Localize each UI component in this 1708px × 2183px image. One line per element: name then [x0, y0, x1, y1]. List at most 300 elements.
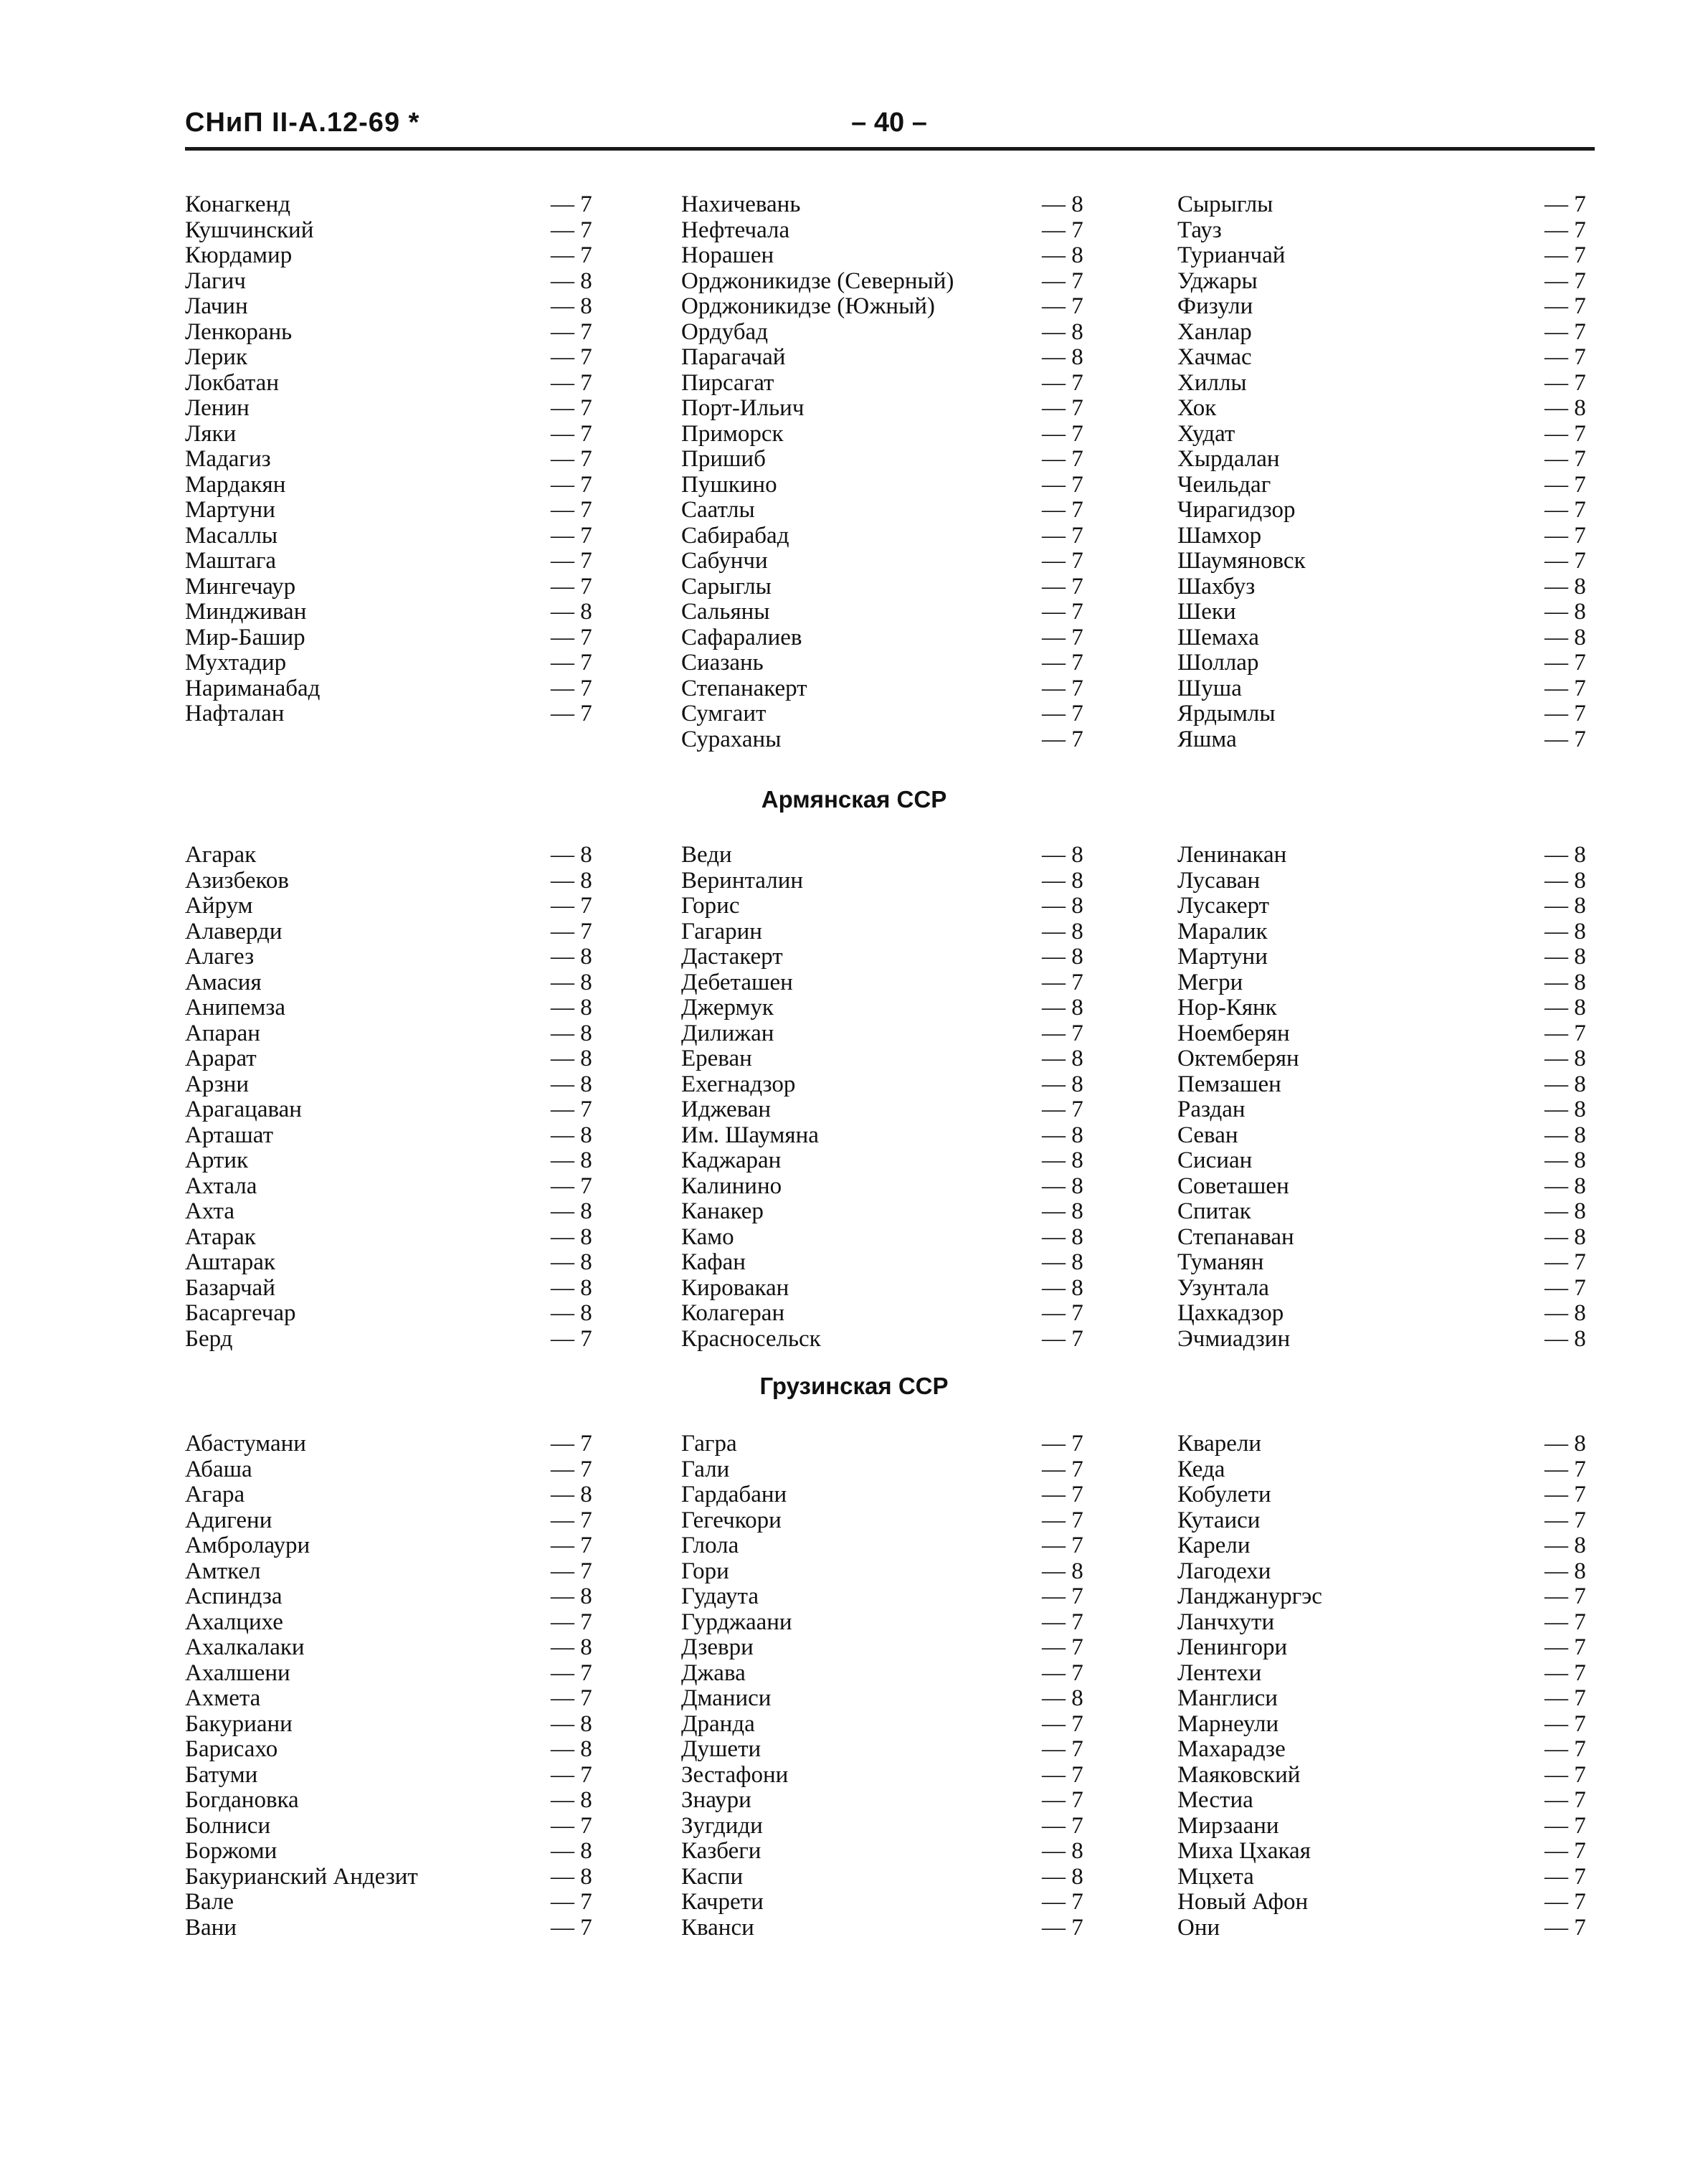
- section-heading: Грузинская ССР: [759, 1373, 949, 1399]
- place-name: Амткел: [185, 1558, 261, 1584]
- place-value: — 7: [551, 1609, 592, 1635]
- place-name: Им. Шаумяна: [681, 1122, 819, 1148]
- list-item: [681, 371, 1085, 397]
- place-name: Мегри: [1177, 969, 1243, 995]
- place-value: — 7: [551, 446, 592, 472]
- place-value: — 7: [551, 1659, 592, 1686]
- place-name: Тауз: [1177, 217, 1222, 243]
- place-name: Спитак: [1177, 1198, 1251, 1224]
- place-name: Ленкорань: [185, 318, 293, 345]
- list-item: [185, 524, 594, 549]
- place-value: — 7: [551, 1431, 592, 1457]
- list-column: [681, 1431, 1085, 1941]
- place-value: — 7: [551, 1889, 592, 1915]
- place-value: — 8: [1545, 1071, 1586, 1097]
- list-item: [681, 843, 1085, 868]
- place-name: Кобулети: [1177, 1482, 1271, 1507]
- place-name: Агарак: [185, 842, 257, 868]
- place-name: Мардакян: [185, 471, 286, 498]
- place-name: Гали: [681, 1456, 730, 1482]
- place-value: — 7: [1545, 1863, 1586, 1890]
- place-value: — 7: [1042, 1097, 1083, 1122]
- place-value: — 8: [1545, 918, 1586, 944]
- list-item: [185, 650, 594, 676]
- list-item: [185, 970, 594, 996]
- place-name: Красносельск: [681, 1325, 821, 1352]
- place-name: Севан: [1177, 1122, 1238, 1148]
- list-item: [185, 320, 594, 346]
- place-value: — 8: [1042, 318, 1083, 345]
- list-item: [681, 600, 1085, 625]
- place-name: Маяковский: [1177, 1761, 1301, 1788]
- list-item: [185, 894, 594, 919]
- list-item: [185, 1788, 594, 1814]
- list-item: [681, 1686, 1085, 1712]
- place-value: — 7: [1545, 1761, 1586, 1788]
- place-name: Арагацаван: [185, 1097, 302, 1122]
- place-value: — 7: [1042, 217, 1083, 243]
- place-value: — 7: [551, 369, 592, 396]
- place-value: — 7: [1545, 1787, 1586, 1813]
- list-item: [681, 422, 1085, 448]
- list-item: [1177, 701, 1588, 727]
- place-name: Арташат: [185, 1122, 273, 1148]
- place-name: Гудаута: [681, 1583, 759, 1609]
- place-name: Зугдиди: [681, 1812, 763, 1839]
- place-name: Пирсагат: [681, 369, 774, 396]
- place-name: Пемзашен: [1177, 1071, 1281, 1097]
- list-item: [185, 843, 594, 868]
- place-name: Кафан: [681, 1249, 746, 1275]
- place-name: Масаллы: [185, 522, 278, 549]
- list-item: [1177, 549, 1588, 574]
- place-value: — 7: [1042, 471, 1083, 498]
- place-value: — 7: [1545, 242, 1586, 268]
- list-item: [1177, 1788, 1588, 1814]
- place-name: Дебеташен: [681, 969, 793, 995]
- place-name: Порт-Ильич: [681, 395, 805, 421]
- place-value: — 7: [1545, 1456, 1586, 1482]
- list-item: [681, 447, 1085, 473]
- place-name: Узунтала: [1177, 1274, 1269, 1301]
- place-value: — 8: [1545, 867, 1586, 894]
- place-value: — 8: [1545, 893, 1586, 919]
- place-value: — 8: [1042, 191, 1083, 217]
- list-item: [1177, 320, 1588, 346]
- place-value: — 7: [1042, 1634, 1083, 1660]
- place-name: Душети: [681, 1736, 762, 1762]
- place-value: — 7: [1545, 318, 1586, 345]
- place-name: Карели: [1177, 1533, 1251, 1558]
- place-value: — 7: [1545, 522, 1586, 549]
- place-name: Адигени: [185, 1507, 272, 1533]
- list-item: [185, 422, 594, 448]
- place-value: — 7: [1042, 1889, 1083, 1915]
- place-value: — 7: [1042, 1761, 1083, 1788]
- place-value: — 7: [1042, 726, 1083, 752]
- place-value: — 8: [1042, 1685, 1083, 1711]
- place-value: — 7: [1545, 217, 1586, 243]
- place-name: Лентехи: [1177, 1659, 1262, 1686]
- place-value: — 8: [1545, 1046, 1586, 1071]
- list-item: [681, 1788, 1085, 1814]
- place-value: — 7: [551, 1533, 592, 1558]
- list-item: [1177, 218, 1588, 244]
- place-name: Агара: [185, 1482, 245, 1507]
- place-name: Степанаван: [1177, 1223, 1294, 1250]
- place-value: — 8: [1042, 1838, 1083, 1864]
- list-item: [681, 1533, 1085, 1559]
- place-name: Амасия: [185, 969, 262, 995]
- list-item: [1177, 650, 1588, 676]
- list-item: [1177, 1301, 1588, 1327]
- list-item: [185, 1148, 594, 1174]
- place-name: Маштага: [185, 548, 277, 574]
- list-item: [185, 269, 594, 295]
- place-name: Каджаран: [681, 1147, 782, 1173]
- list-item: [681, 1123, 1085, 1149]
- place-name: Миндживан: [185, 599, 307, 625]
- list-item: [681, 1661, 1085, 1687]
- place-value: — 8: [551, 267, 592, 294]
- place-name: Советашен: [1177, 1173, 1289, 1199]
- list-item: [681, 1097, 1085, 1123]
- place-value: — 7: [551, 918, 592, 944]
- place-name: Лагодехи: [1177, 1558, 1271, 1584]
- place-value: — 8: [1042, 1223, 1083, 1250]
- list-item: [1177, 1097, 1588, 1123]
- place-value: — 7: [1042, 1812, 1083, 1839]
- list-item: [185, 1533, 594, 1559]
- place-name: Марнеули: [1177, 1710, 1279, 1737]
- place-value: — 7: [551, 522, 592, 549]
- page-number: – 40 –: [851, 108, 927, 138]
- place-name: Арарат: [185, 1046, 257, 1071]
- place-value: — 8: [1545, 1558, 1586, 1584]
- place-value: — 8: [1042, 893, 1083, 919]
- place-value: — 8: [1042, 842, 1083, 868]
- list-item: [681, 894, 1085, 919]
- place-name: Лагич: [185, 267, 246, 294]
- place-value: — 8: [551, 1482, 592, 1507]
- place-name: Сисиан: [1177, 1147, 1253, 1173]
- list-column: [185, 1431, 594, 1941]
- place-value: — 7: [1545, 1812, 1586, 1839]
- place-value: — 8: [1545, 995, 1586, 1021]
- list-item: [185, 396, 594, 422]
- list-item: [1177, 1276, 1588, 1302]
- list-item: [681, 1508, 1085, 1534]
- list-column: [185, 843, 594, 1352]
- list-item: [185, 676, 594, 702]
- place-value: — 8: [1545, 1147, 1586, 1173]
- list-item: [681, 1199, 1085, 1225]
- list-item: [1177, 524, 1588, 549]
- place-name: Физули: [1177, 293, 1253, 319]
- place-name: Мирзаани: [1177, 1812, 1279, 1839]
- list-item: [185, 243, 594, 269]
- place-value: — 7: [1042, 420, 1083, 447]
- list-item: [185, 1097, 594, 1123]
- place-value: — 8: [551, 293, 592, 319]
- list-item: [1177, 1533, 1588, 1559]
- list-item: [681, 1482, 1085, 1508]
- list-item: [681, 192, 1085, 218]
- place-name: Ахта: [185, 1198, 234, 1224]
- place-name: Мир-Башир: [185, 624, 305, 650]
- place-value: — 7: [1545, 1609, 1586, 1635]
- place-value: — 8: [551, 842, 592, 868]
- place-value: — 7: [1545, 1736, 1586, 1762]
- list-item: [185, 1508, 594, 1534]
- place-value: — 7: [1545, 1659, 1586, 1686]
- list-item: [1177, 995, 1588, 1021]
- place-name: Хачмас: [1177, 344, 1252, 370]
- place-value: — 8: [1042, 1249, 1083, 1275]
- list-item: [1177, 1021, 1588, 1047]
- list-item: [681, 498, 1085, 524]
- place-value: — 7: [1545, 1838, 1586, 1864]
- place-name: Айрум: [185, 893, 253, 919]
- place-value: — 7: [551, 624, 592, 650]
- place-name: Шемаха: [1177, 624, 1259, 650]
- list-item: [1177, 1686, 1588, 1712]
- place-value: — 7: [1545, 191, 1586, 217]
- section-heading: Армянская ССР: [761, 786, 947, 813]
- place-name: Гардабани: [681, 1482, 787, 1507]
- place-value: — 7: [1042, 650, 1083, 676]
- place-name: Степанакерт: [681, 675, 807, 701]
- place-name: Барисахо: [185, 1736, 278, 1762]
- list-item: [185, 1737, 594, 1763]
- list-item: [1177, 1431, 1588, 1457]
- list-item: [185, 1301, 594, 1327]
- place-name: Ханлар: [1177, 318, 1252, 345]
- place-name: Местиа: [1177, 1787, 1253, 1813]
- list-item: [681, 1046, 1085, 1072]
- place-value: — 8: [1545, 1533, 1586, 1558]
- place-name: Кутаиси: [1177, 1507, 1261, 1533]
- place-value: — 7: [1545, 701, 1586, 726]
- place-value: — 8: [1545, 1122, 1586, 1148]
- place-value: — 7: [551, 1097, 592, 1122]
- place-name: Лерик: [185, 344, 247, 370]
- list-item: [1177, 269, 1588, 295]
- place-value: — 7: [1042, 1533, 1083, 1558]
- place-value: — 7: [551, 675, 592, 701]
- list-item: [1177, 625, 1588, 651]
- list-item: [185, 1839, 594, 1865]
- place-value: — 7: [1042, 1300, 1083, 1326]
- place-name: Нафталан: [185, 701, 285, 726]
- place-name: Базарчай: [185, 1274, 275, 1301]
- place-value: — 7: [1545, 344, 1586, 370]
- place-name: Пришиб: [681, 446, 766, 472]
- list-item: [681, 1584, 1085, 1610]
- place-value: — 7: [1042, 369, 1083, 396]
- place-value: — 8: [551, 969, 592, 995]
- list-item: [1177, 371, 1588, 397]
- place-value: — 7: [1545, 1583, 1586, 1609]
- place-name: Анипемза: [185, 995, 286, 1021]
- place-value: — 8: [1042, 1147, 1083, 1173]
- place-value: — 7: [551, 1812, 592, 1839]
- list-item: [185, 701, 594, 727]
- list-item: [681, 1610, 1085, 1636]
- place-value: — 7: [1042, 446, 1083, 472]
- place-name: Лусакерт: [1177, 893, 1270, 919]
- list-item: [185, 1123, 594, 1149]
- place-name: Мухтадир: [185, 650, 287, 676]
- list-item: [681, 1712, 1085, 1738]
- place-name: Кварели: [1177, 1431, 1262, 1457]
- place-name: Гори: [681, 1558, 729, 1584]
- list-item: [1177, 1123, 1588, 1149]
- place-value: — 7: [1042, 1710, 1083, 1737]
- place-name: Каспи: [681, 1863, 744, 1890]
- list-item: [681, 1814, 1085, 1839]
- place-name: Нариманабад: [185, 675, 321, 701]
- place-value: — 8: [1545, 1325, 1586, 1352]
- list-item: [681, 1635, 1085, 1661]
- place-name: Худат: [1177, 420, 1235, 447]
- list-item: [185, 1021, 594, 1047]
- place-name: Сураханы: [681, 726, 782, 752]
- list-item: [681, 345, 1085, 371]
- list-item: [681, 320, 1085, 346]
- place-value: — 8: [1545, 395, 1586, 421]
- place-name: Орджоникидзе (Северный): [681, 267, 954, 294]
- place-value: — 7: [1042, 548, 1083, 574]
- place-value: — 7: [1545, 726, 1586, 752]
- place-value: — 7: [551, 395, 592, 421]
- list-item: [185, 1559, 594, 1585]
- place-value: — 8: [551, 1198, 592, 1224]
- list-column: [1177, 192, 1588, 752]
- place-value: — 7: [551, 344, 592, 370]
- place-value: — 7: [1042, 1736, 1083, 1762]
- list-item: [681, 995, 1085, 1021]
- place-name: Раздан: [1177, 1097, 1246, 1122]
- list-item: [681, 625, 1085, 651]
- list-item: [681, 701, 1085, 727]
- place-value: — 7: [551, 497, 592, 523]
- place-value: — 7: [1545, 650, 1586, 676]
- place-name: Аспиндза: [185, 1583, 283, 1609]
- place-value: — 8: [551, 1122, 592, 1148]
- place-name: Джава: [681, 1659, 746, 1686]
- place-name: Новый Афон: [1177, 1889, 1309, 1915]
- place-name: Зестафони: [681, 1761, 789, 1788]
- list-item: [1177, 1508, 1588, 1534]
- place-value: — 8: [1545, 944, 1586, 970]
- place-name: Сафаралиев: [681, 624, 802, 650]
- place-name: Мадагиз: [185, 446, 271, 472]
- list-item: [681, 944, 1085, 970]
- list-item: [185, 1865, 594, 1890]
- list-item: [681, 727, 1085, 753]
- place-name: Сырыглы: [1177, 191, 1273, 217]
- place-name: Лусаван: [1177, 867, 1261, 894]
- place-name: Ляки: [185, 420, 237, 447]
- place-value: — 8: [551, 1071, 592, 1097]
- place-name: Нахичевань: [681, 191, 801, 217]
- place-name: Ехегнадзор: [681, 1071, 796, 1097]
- place-value: — 7: [551, 1325, 592, 1352]
- list-item: [681, 1763, 1085, 1789]
- place-name: Знаури: [681, 1787, 751, 1813]
- list-item: [1177, 868, 1588, 894]
- place-name: Ленингори: [1177, 1634, 1288, 1660]
- list-item: [1177, 1199, 1588, 1225]
- place-value: — 7: [551, 701, 592, 726]
- place-name: Саатлы: [681, 497, 755, 523]
- place-value: — 8: [1545, 599, 1586, 625]
- place-name: Дилижан: [681, 1020, 774, 1046]
- place-name: Ахмета: [185, 1685, 261, 1711]
- place-name: Калинино: [681, 1173, 782, 1199]
- place-value: — 7: [551, 191, 592, 217]
- list-item: [1177, 243, 1588, 269]
- list-item: [1177, 1174, 1588, 1200]
- place-name: Кеда: [1177, 1456, 1225, 1482]
- place-value: — 7: [551, 1456, 592, 1482]
- place-value: — 8: [551, 1710, 592, 1737]
- place-name: Азизбеков: [185, 867, 290, 894]
- list-column: [1177, 1431, 1588, 1941]
- place-name: Бакурианский Андезит: [185, 1863, 418, 1890]
- place-value: — 7: [1545, 1634, 1586, 1660]
- place-value: — 7: [1545, 1507, 1586, 1533]
- place-name: Яшма: [1177, 726, 1237, 752]
- list-item: [185, 1712, 594, 1738]
- list-item: [185, 1431, 594, 1457]
- list-item: [1177, 894, 1588, 919]
- list-item: [185, 1225, 594, 1251]
- place-name: Дзеври: [681, 1634, 754, 1660]
- list-item: [1177, 192, 1588, 218]
- list-item: [1177, 1250, 1588, 1276]
- place-value: — 8: [551, 1046, 592, 1071]
- list-item: [681, 1559, 1085, 1585]
- place-name: Нор-Кянк: [1177, 995, 1277, 1021]
- place-value: — 7: [1042, 522, 1083, 549]
- place-name: Пушкино: [681, 471, 777, 498]
- place-value: — 8: [551, 995, 592, 1021]
- place-value: — 7: [1042, 267, 1083, 294]
- place-value: — 8: [1545, 1223, 1586, 1250]
- place-name: Сабунчи: [681, 548, 768, 574]
- list-item: [681, 970, 1085, 996]
- place-name: Атарак: [185, 1223, 256, 1250]
- place-value: — 8: [551, 1863, 592, 1890]
- place-value: — 7: [1042, 1325, 1083, 1352]
- place-value: — 7: [1042, 701, 1083, 726]
- place-name: Орджоникидзе (Южный): [681, 293, 935, 319]
- list-item: [681, 1148, 1085, 1174]
- place-value: — 7: [1545, 471, 1586, 498]
- place-name: Вани: [185, 1914, 237, 1941]
- list-item: [681, 294, 1085, 320]
- place-name: Миха Цхакая: [1177, 1838, 1311, 1864]
- place-value: — 7: [1042, 395, 1083, 421]
- list-item: [1177, 1457, 1588, 1483]
- list-item: [185, 1046, 594, 1072]
- list-item: [681, 473, 1085, 498]
- place-name: Арзни: [185, 1071, 250, 1097]
- place-value: — 7: [551, 573, 592, 600]
- list-item: [1177, 345, 1588, 371]
